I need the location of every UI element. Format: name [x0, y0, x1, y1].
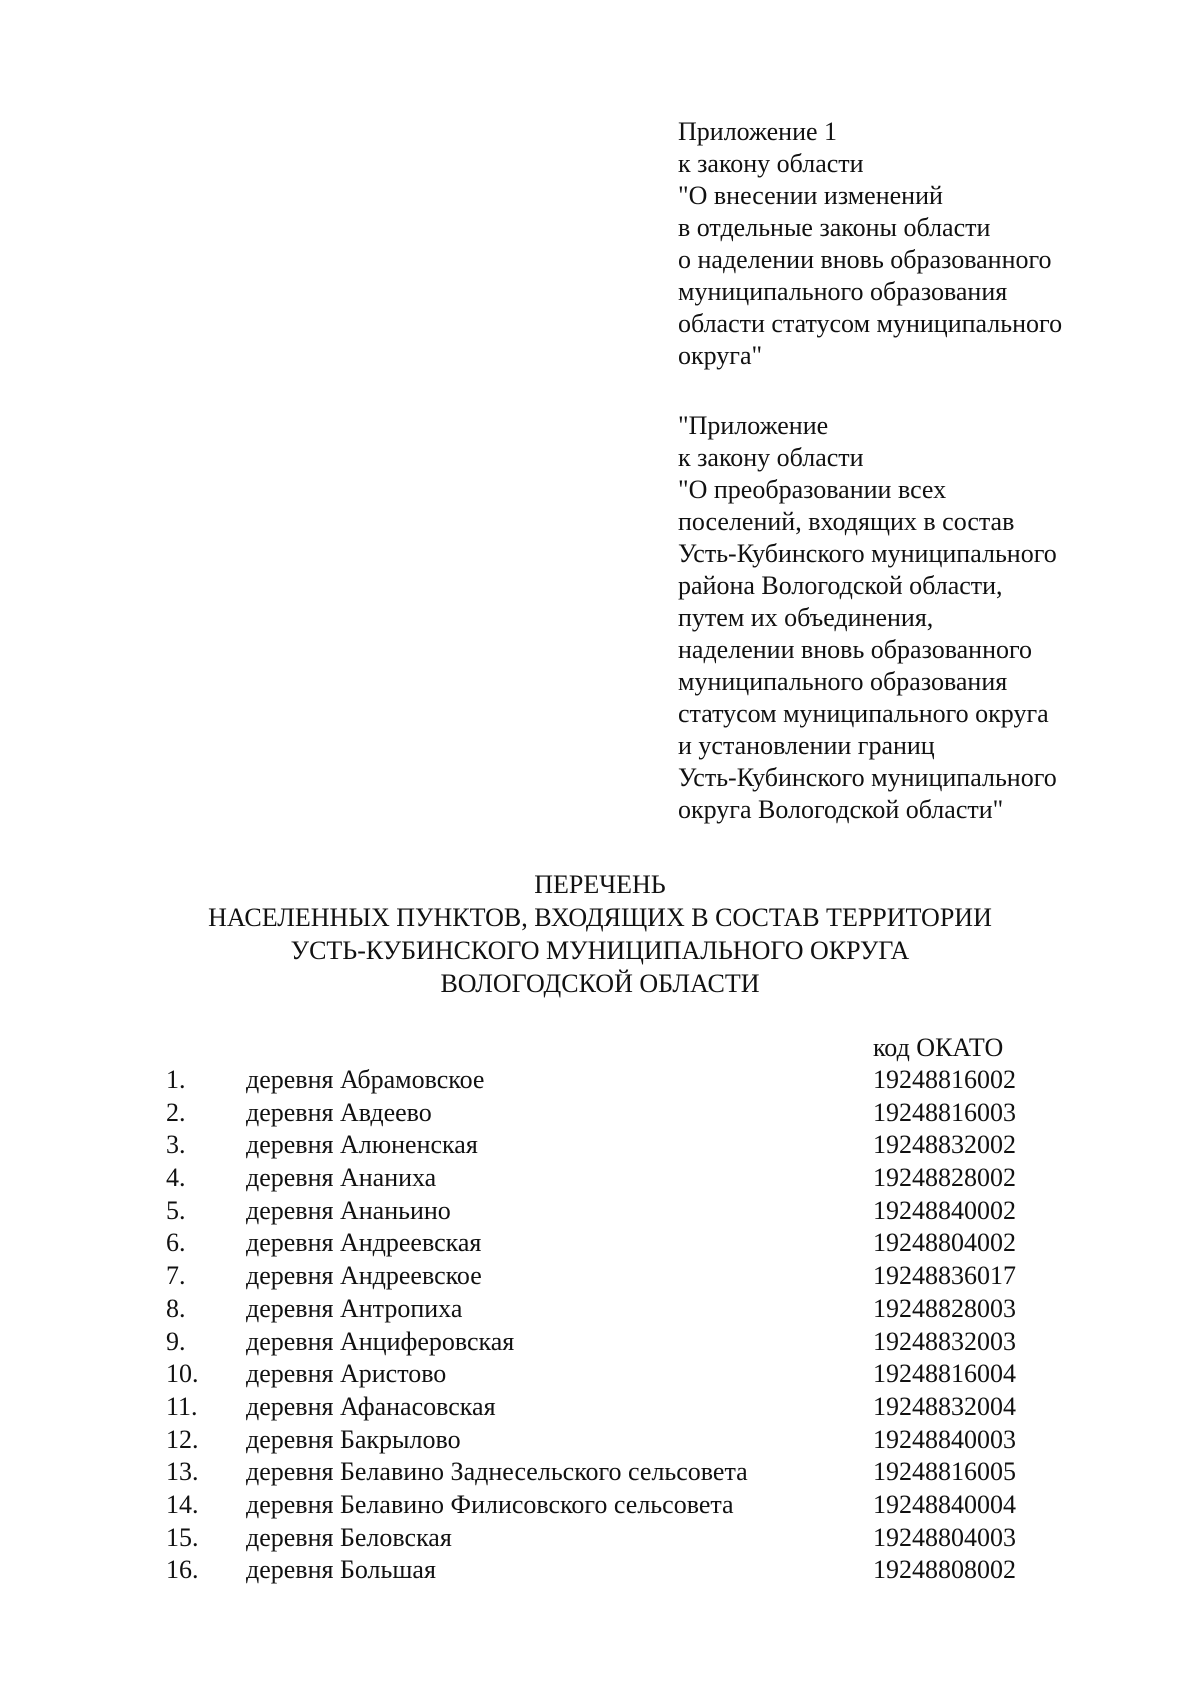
list-item	[0, 1064, 1200, 1097]
list-item-number: 14.	[166, 1489, 199, 1519]
list-item-name: деревня Андреевская	[246, 1228, 482, 1258]
list-item	[0, 1195, 1200, 1228]
list-item-number: 12.	[166, 1424, 199, 1454]
list-item-okato-code: 19248840003	[873, 1424, 1016, 1454]
annex-1-line: "О внесении изменений	[678, 181, 943, 210]
list-item-number: 5.	[166, 1195, 186, 1225]
annex-2-line: статусом муниципального округа	[678, 699, 1049, 728]
list-item-number: 4.	[166, 1163, 186, 1193]
list-item	[0, 1162, 1200, 1195]
list-item	[0, 1326, 1200, 1359]
annex-1-header	[678, 116, 1178, 372]
list-item-number: 9.	[166, 1326, 186, 1356]
list-item-name: деревня Белавино Заднесельского сельсовета	[246, 1457, 748, 1487]
list-item	[0, 1227, 1200, 1260]
list-item-number: 1.	[166, 1065, 186, 1094]
list-item-name: деревня Абрамовское	[246, 1065, 485, 1094]
list-item-name: деревня Авдеево	[246, 1097, 432, 1127]
list-item-name: деревня Аристово	[246, 1359, 447, 1389]
list-item	[0, 1358, 1200, 1391]
annex-2-header	[678, 410, 1178, 826]
list-item-name: деревня Белавино Филисовского сельсовета	[246, 1489, 734, 1519]
list-item-okato-code: 19248828003	[873, 1293, 1016, 1323]
annex-1-line: округа"	[678, 341, 763, 370]
annex-2-line: муниципального образования	[678, 667, 1008, 696]
annex-2-line: и установлении границ	[678, 731, 935, 760]
list-item-number: 16.	[166, 1555, 199, 1585]
list-item-name: деревня Афанасовская	[246, 1391, 496, 1421]
list-item	[0, 1456, 1200, 1489]
annex-1-line: муниципального образования	[678, 277, 1008, 306]
list-item-number: 13.	[166, 1457, 199, 1487]
list-item-name: деревня Беловская	[246, 1522, 452, 1552]
document-title-line: ВОЛОГОДСКОЙ ОБЛАСТИ	[440, 969, 760, 998]
list-item	[0, 1129, 1200, 1162]
list-item-okato-code: 19248832002	[873, 1130, 1016, 1160]
list-item-okato-code: 19248832003	[873, 1326, 1016, 1356]
list-item-name: деревня Ананиха	[246, 1163, 437, 1193]
list-item-okato-code: 19248816004	[873, 1359, 1016, 1389]
list-item-name: деревня Антропиха	[246, 1293, 463, 1323]
list-item-name: деревня Алюненская	[246, 1130, 478, 1160]
list-item-number: 11.	[166, 1391, 198, 1421]
list-item-okato-code: 19248828002	[873, 1163, 1016, 1193]
annex-1-line: Приложение 1	[678, 117, 838, 146]
list-item-okato-code: 19248840004	[873, 1489, 1016, 1519]
list-item-okato-code: 19248816003	[873, 1097, 1016, 1127]
annex-2-line: "О преобразовании всех	[678, 475, 947, 504]
annex-2-line: поселений, входящих в состав	[678, 507, 1015, 536]
annex-2-line: путем их объединения,	[678, 603, 934, 632]
list-item-okato-code: 19248816002	[873, 1065, 1016, 1094]
annex-2-line: округа Вологодской области"	[678, 795, 1004, 824]
list-item-number: 10.	[166, 1359, 199, 1389]
list-item	[0, 1554, 1200, 1587]
list-item-number: 8.	[166, 1293, 186, 1323]
list-item-okato-code: 19248804002	[873, 1228, 1016, 1258]
settlement-list	[0, 1064, 1200, 1587]
list-item-name: деревня Анциферовская	[246, 1326, 515, 1356]
list-item-number: 2.	[166, 1097, 186, 1127]
annex-2-line: Усть-Кубинского муниципального	[678, 539, 1057, 568]
list-item-name: деревня Андреевское	[246, 1261, 482, 1291]
list-item-okato-code: 19248816005	[873, 1457, 1016, 1487]
annex-2-line: "Приложение	[678, 411, 829, 440]
list-item	[0, 1424, 1200, 1457]
annex-2-line: к закону области	[678, 443, 864, 472]
list-item	[0, 1391, 1200, 1424]
list-item-number: 3.	[166, 1130, 186, 1160]
annex-2-line: района Вологодской области,	[678, 571, 1003, 600]
annex-1-line: области статусом муниципального	[678, 309, 1063, 338]
list-item-number: 7.	[166, 1261, 186, 1291]
list-item	[0, 1489, 1200, 1522]
list-item-okato-code: 19248840002	[873, 1195, 1016, 1225]
list-item-name: деревня Бакрылово	[246, 1424, 461, 1454]
annex-2-line: Усть-Кубинского муниципального	[678, 763, 1057, 792]
list-item	[0, 1260, 1200, 1293]
list-item-name: деревня Ананьино	[246, 1195, 451, 1225]
annex-2-line: наделении вновь образованного	[678, 635, 1033, 664]
annex-1-line: в отдельные законы области	[678, 213, 991, 242]
list-item	[0, 1293, 1200, 1326]
list-item-okato-code: 19248836017	[873, 1261, 1016, 1291]
document-title-line: ПЕРЕЧЕНЬ	[534, 870, 666, 899]
document-title-line: УСТЬ-КУБИНСКОГО МУНИЦИПАЛЬНОГО ОКРУГА	[290, 936, 910, 965]
annex-1-line: о наделении вновь образованного	[678, 245, 1052, 274]
okato-code-header: код ОКАТО	[873, 1033, 1004, 1062]
list-item	[0, 1522, 1200, 1555]
list-item	[0, 1097, 1200, 1130]
document-title-line: НАСЕЛЕННЫХ ПУНКТОВ, ВХОДЯЩИХ В СОСТАВ ТЕРРИТОРИИ	[208, 903, 992, 932]
list-item-number: 15.	[166, 1522, 199, 1552]
list-item-number: 6.	[166, 1228, 186, 1258]
list-item-okato-code: 19248804003	[873, 1522, 1016, 1552]
document-title	[0, 868, 1200, 1000]
list-item-okato-code: 19248808002	[873, 1555, 1016, 1585]
list-item-okato-code: 19248832004	[873, 1391, 1016, 1421]
list-item-name: деревня Большая	[246, 1555, 436, 1585]
annex-1-line: к закону области	[678, 149, 864, 178]
